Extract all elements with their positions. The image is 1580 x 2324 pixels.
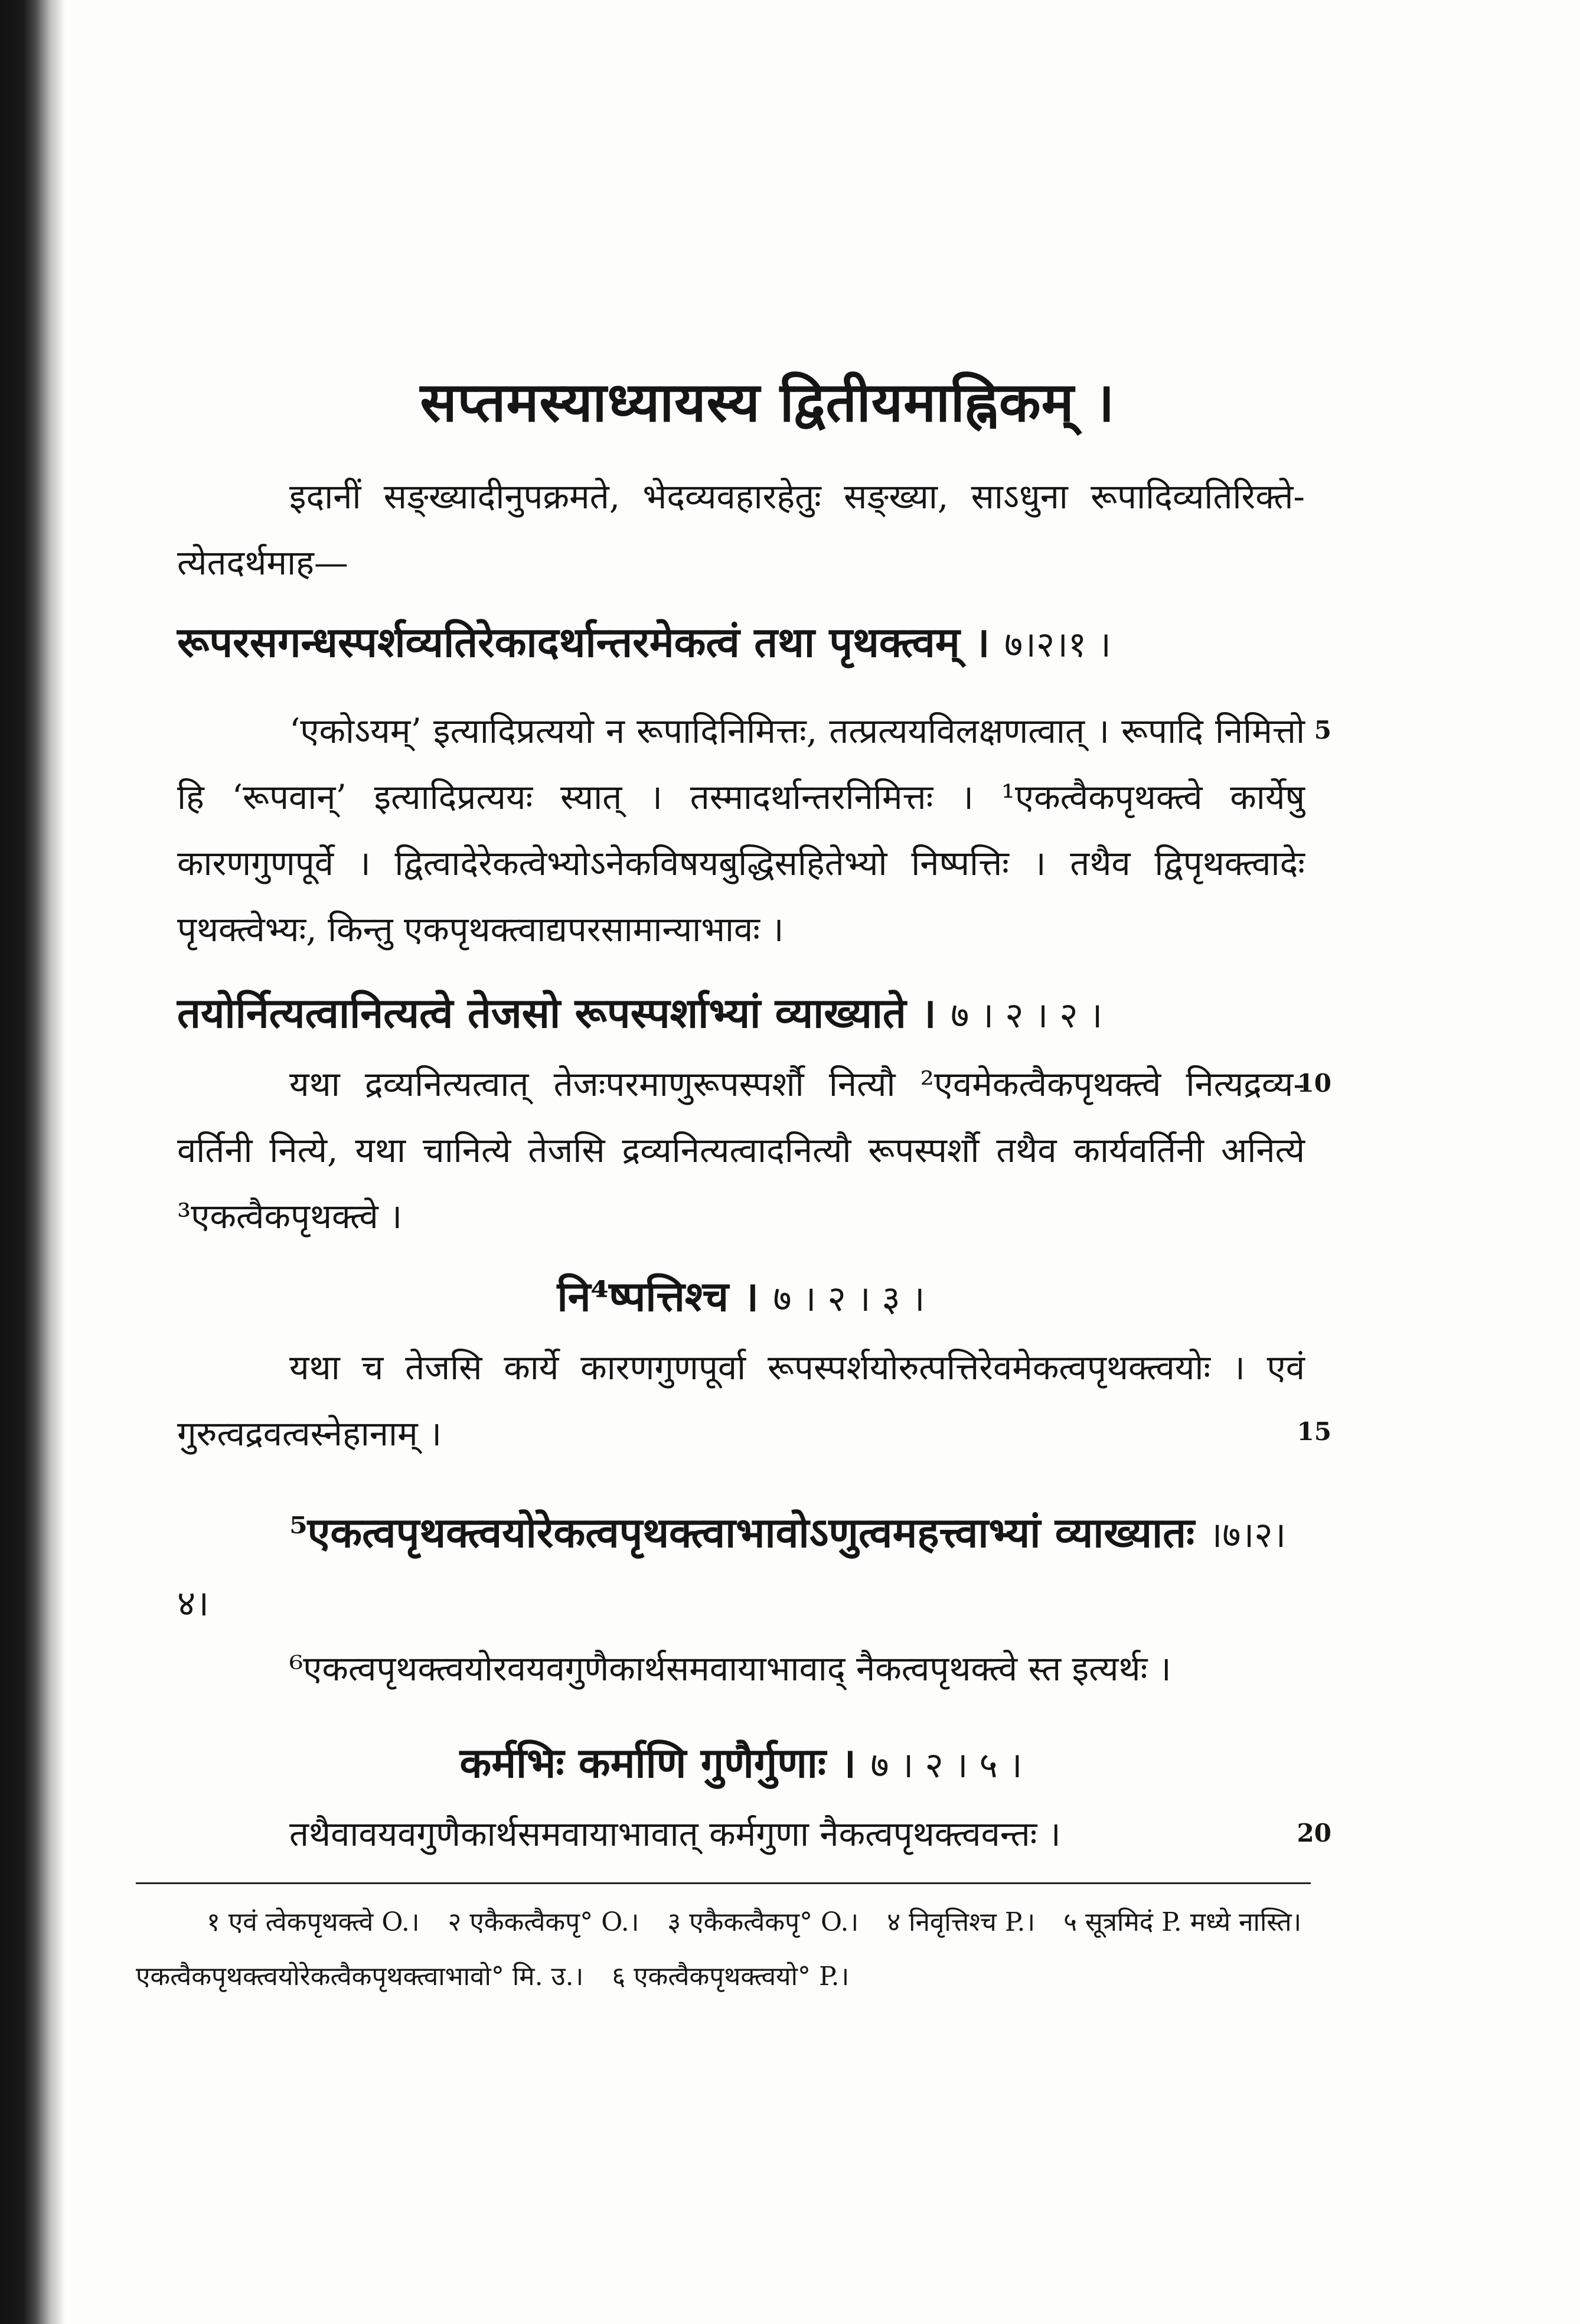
sutra-4-text: ⁵एकत्वपृथक्त्वयोरेकत्वपृथक्त्वाभावोऽणुत्वमहत्त्वाभ्यां व्याख्यातः: [289, 1508, 1195, 1557]
footnote-3: ३ एकैकत्वैकपृ° O.।: [667, 1907, 859, 1937]
commentary-1: [177, 698, 1305, 962]
footnote-rule: [136, 1882, 1311, 1884]
intro-paragraph: [177, 464, 1305, 596]
sutra-3-text: नि⁴ष्पत्तिश्च ।: [557, 1272, 759, 1321]
footnote-4: ४ निवृत्तिश्च P.।: [887, 1907, 1036, 1937]
commentary-3-text: यथा च तेजसि कार्ये कारणगुणपूर्वा रूपस्पर्शयोरुत्पत्तिरेवमेकत्वपृथक्त्वयोः । एवं गुरुत्वद्रवत्वस्नेहानाम् ।: [177, 1347, 1305, 1454]
commentary-3: [177, 1334, 1305, 1467]
commentary-4: [177, 1636, 1305, 1702]
footnote-5: ५ सूत्रमिदं P. मध्ये नास्ति। एकत्वैकपृथक्त्वयोरेकत्वैकपृथक्त्वाभावो° मि. उ.।: [136, 1907, 1302, 1992]
line-number-5: 5: [1314, 716, 1331, 745]
commentary-2-text: यथा द्रव्यनित्यत्वात् तेजःपरमाणुरूपस्पर्शौ नित्यौ ²एवमेकत्वैकपृथक्त्वे नित्यद्रव्य-वर्तिनी नित्ये, यथा चानित्ये तेजसि द्रव्यनित्यत्वादनित्यौ रूपस्पर्शौ तथैव कार्यवर्तिनी अनित्ये ³एकत्वैकपृथक्त्वे ।: [177, 1064, 1305, 1236]
footnote-2: २ एकैकत्वैकपृ° O.।: [448, 1907, 639, 1937]
sutra-2-number: ७ । २ । २ ।: [951, 995, 1103, 1036]
commentary-4-text: ⁶एकत्वपृथक्त्वयोरवयवगुणैकार्थसमवायाभावाद् नैकत्वपृथक्त्वे स्त इत्यर्थः ।: [289, 1649, 1171, 1689]
footnote-1: १ एवं त्वेकपृथक्त्वे O.।: [207, 1907, 420, 1937]
sutra-3: [177, 1264, 1305, 1332]
sutra-5-text: कर्मभिः कर्माणि गुणैर्गुणाः ।: [459, 1738, 856, 1787]
sutra-2: [177, 980, 1305, 1049]
line-number-15: 15: [1297, 1417, 1331, 1446]
sutra-2-text: तयोर्नित्यत्वानित्यत्वे तेजसो रूपस्पर्शाभ्यां व्याख्याते ।: [177, 988, 936, 1037]
footnote-6: ६ एकत्वैकपृथक्त्वयो° P.।: [612, 1961, 850, 1992]
chapter-heading: सप्तमस्याध्यायस्य द्वितीयमाह्निकम् ।: [420, 370, 1115, 434]
sutra-4: [177, 1500, 1305, 1637]
sutra-5-number: ७ । २ । ५ ।: [870, 1745, 1023, 1786]
sutra-3-number: ७ । २ । ३ ।: [773, 1278, 925, 1320]
commentary-2: [177, 1051, 1305, 1249]
sutra-1-text: रूपरसगन्धस्पर्शव्यतिरेकादर्थान्तरमेकत्वं तथा पृथक्त्वम् ।: [177, 618, 990, 667]
sutra-1-number: ७।२।१ ।: [1004, 624, 1111, 665]
sutra-4-number: ।७।२।४।: [177, 1514, 1287, 1624]
sutra-1: [177, 609, 1305, 678]
commentary-5: [177, 1801, 1305, 1867]
commentary-5-text: तथैवावयवगुणैकार्थसमवायाभावात् कर्मगुणा नैकत्वपृथक्त्ववन्तः ।: [289, 1814, 1061, 1854]
commentary-1-text: ‘एकोऽयम्’ इत्यादिप्रत्ययो न रूपादिनिमित्तः, तत्प्रत्ययविलक्षणत्वात् । रूपादि निमित्तो हि ‘रूपवान्’ इत्यादिप्रत्ययः स्यात् । तस्मादर्थान्तरनिमित्तः । ¹एकत्वैकपृथक्त्वे कार्येषु कारणगुणपूर्वे । द्वित्वादेरेकत्वेभ्योऽनेकविषयबुद्धिसहितेभ्यो निष्पत्तिः । तथैव द्विपृथक्त्वादेः पृथक्त्वेभ्यः, किन्तु एकपृथक्त्वाद्यपरसामान्याभावः ।: [177, 711, 1305, 949]
sutra-5: [177, 1730, 1305, 1799]
intro-text: इदानीं सङ्ख्यादीनुपक्रमते, भेदव्यवहारहेतुः सङ्ख्या, साऽधुना रूपादिव्यतिरिक्ते-त्येतदर्थमाह—: [177, 476, 1305, 583]
line-number-20: 20: [1297, 1819, 1331, 1848]
line-number-10: 10: [1297, 1069, 1331, 1098]
footnotes: [136, 1895, 1311, 2004]
